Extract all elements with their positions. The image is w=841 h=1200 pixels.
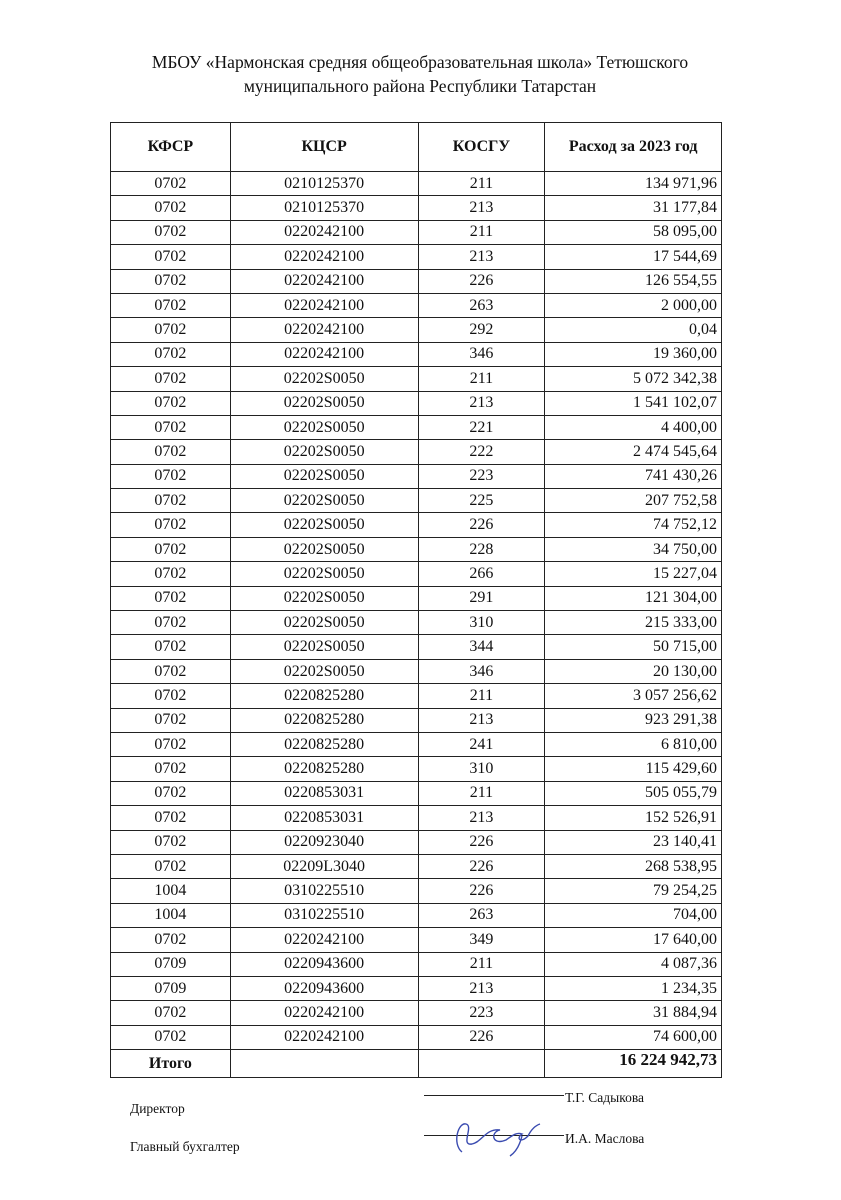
director-signature-line [424, 1095, 564, 1096]
cell-kcsr: 0220853031 [230, 781, 418, 805]
cell-expense: 268 538,95 [545, 854, 722, 878]
cell-kcsr: 0220242100 [230, 342, 418, 366]
cell-expense: 31 177,84 [545, 196, 722, 220]
cell-expense: 4 400,00 [545, 415, 722, 439]
cell-expense: 15 227,04 [545, 562, 722, 586]
table-row [111, 172, 722, 196]
cell-kfsr: 0702 [111, 196, 231, 220]
cell-kcsr: 0310225510 [230, 903, 418, 927]
table-row [111, 830, 722, 854]
cell-kosgu: 226 [418, 513, 545, 537]
table-row [111, 757, 722, 781]
cell-kcsr: 0210125370 [230, 172, 418, 196]
table-row [111, 635, 722, 659]
cell-kcsr: 0220242100 [230, 293, 418, 317]
table-row [111, 1001, 722, 1025]
cell-expense: 31 884,94 [545, 1001, 722, 1025]
cell-kcsr: 02202S0050 [230, 415, 418, 439]
cell-kcsr: 02202S0050 [230, 367, 418, 391]
table-row [111, 684, 722, 708]
cell-expense: 74 600,00 [545, 1025, 722, 1049]
cell-kfsr: 0702 [111, 293, 231, 317]
cell-kosgu: 222 [418, 440, 545, 464]
cell-expense: 6 810,00 [545, 732, 722, 756]
cell-kfsr: 0702 [111, 732, 231, 756]
cell-kfsr: 0702 [111, 830, 231, 854]
cell-expense: 152 526,91 [545, 806, 722, 830]
cell-kosgu: 213 [418, 976, 545, 1000]
cell-kfsr: 0702 [111, 220, 231, 244]
table-row [111, 513, 722, 537]
cell-kosgu: 213 [418, 391, 545, 415]
expense-table [110, 122, 722, 1078]
cell-kosgu: 211 [418, 172, 545, 196]
cell-expense: 20 130,00 [545, 659, 722, 683]
cell-kcsr: 02202S0050 [230, 611, 418, 635]
cell-kcsr: 0220242100 [230, 269, 418, 293]
cell-kosgu: 211 [418, 220, 545, 244]
table-row [111, 976, 722, 1000]
table-row [111, 659, 722, 683]
cell-kosgu: 211 [418, 684, 545, 708]
cell-kcsr: 0220825280 [230, 708, 418, 732]
director-title: Директор [130, 1101, 185, 1116]
cell-kcsr: 0220242100 [230, 1001, 418, 1025]
cell-kcsr: 0220242100 [230, 318, 418, 342]
cell-kfsr: 0702 [111, 342, 231, 366]
cell-kcsr: 0220242100 [230, 1025, 418, 1049]
cell-kfsr: 0702 [111, 635, 231, 659]
cell-kcsr: 02202S0050 [230, 513, 418, 537]
cell-kosgu: 310 [418, 757, 545, 781]
cell-kfsr: 1004 [111, 903, 231, 927]
cell-kcsr: 02202S0050 [230, 635, 418, 659]
cell-kcsr: 02202S0050 [230, 464, 418, 488]
cell-expense: 5 072 342,38 [545, 367, 722, 391]
cell-kfsr: 0702 [111, 586, 231, 610]
table-row [111, 318, 722, 342]
cell-expense: 2 000,00 [545, 293, 722, 317]
cell-kosgu: 213 [418, 196, 545, 220]
cell-kcsr: 0310225510 [230, 879, 418, 903]
cell-kosgu: 226 [418, 269, 545, 293]
cell-kfsr: 0702 [111, 1001, 231, 1025]
title-line-2: муниципального района Республики Татарстан [243, 76, 597, 96]
cell-kosgu: 292 [418, 318, 545, 342]
cell-kosgu: 226 [418, 1025, 545, 1049]
accountant-name: И.А. Маслова [565, 1131, 645, 1146]
column-header-kosgu: КОСГУ [418, 123, 545, 172]
table-row [111, 708, 722, 732]
total-empty-cell [418, 1050, 545, 1078]
cell-kosgu: 263 [418, 903, 545, 927]
cell-kfsr: 0702 [111, 562, 231, 586]
cell-expense: 1 234,35 [545, 976, 722, 1000]
cell-kcsr: 0220825280 [230, 684, 418, 708]
cell-kcsr: 0220825280 [230, 732, 418, 756]
cell-expense: 74 752,12 [545, 513, 722, 537]
cell-kcsr: 0220242100 [230, 220, 418, 244]
cell-kosgu: 346 [418, 659, 545, 683]
cell-kosgu: 266 [418, 562, 545, 586]
cell-kosgu: 310 [418, 611, 545, 635]
cell-kfsr: 0702 [111, 684, 231, 708]
cell-expense: 115 429,60 [545, 757, 722, 781]
cell-expense: 2 474 545,64 [545, 440, 722, 464]
cell-kosgu: 226 [418, 830, 545, 854]
cell-kcsr: 02202S0050 [230, 391, 418, 415]
cell-kfsr: 0702 [111, 781, 231, 805]
cell-kcsr: 02209L3040 [230, 854, 418, 878]
cell-expense: 17 640,00 [545, 928, 722, 952]
table-row [111, 732, 722, 756]
table-row [111, 440, 722, 464]
cell-kosgu: 228 [418, 537, 545, 561]
table-row [111, 391, 722, 415]
cell-kosgu: 226 [418, 854, 545, 878]
cell-kcsr: 0220242100 [230, 928, 418, 952]
cell-kfsr: 1004 [111, 879, 231, 903]
cell-kfsr: 0702 [111, 489, 231, 513]
cell-kfsr: 0702 [111, 269, 231, 293]
column-header-expense: Расход за 2023 год [545, 123, 722, 172]
cell-kfsr: 0702 [111, 928, 231, 952]
table-row [111, 879, 722, 903]
cell-expense: 50 715,00 [545, 635, 722, 659]
cell-expense: 207 752,58 [545, 489, 722, 513]
document-title [100, 50, 740, 98]
cell-kosgu: 226 [418, 879, 545, 903]
cell-expense: 741 430,26 [545, 464, 722, 488]
cell-kfsr: 0702 [111, 245, 231, 269]
table-row [111, 415, 722, 439]
column-header-kcsr: КЦСР [230, 123, 418, 172]
cell-expense: 923 291,38 [545, 708, 722, 732]
cell-expense: 3 057 256,62 [545, 684, 722, 708]
cell-kosgu: 211 [418, 781, 545, 805]
cell-kcsr: 0220825280 [230, 757, 418, 781]
table-row [111, 489, 722, 513]
total-label: Итого [111, 1050, 231, 1078]
cell-kcsr: 02202S0050 [230, 562, 418, 586]
cell-kfsr: 0702 [111, 464, 231, 488]
cell-kosgu: 291 [418, 586, 545, 610]
table-row [111, 928, 722, 952]
cell-kcsr: 02202S0050 [230, 489, 418, 513]
cell-kcsr: 0220943600 [230, 952, 418, 976]
table-row [111, 342, 722, 366]
cell-kcsr: 0220943600 [230, 976, 418, 1000]
table-row [111, 952, 722, 976]
table-row [111, 781, 722, 805]
cell-kfsr: 0702 [111, 172, 231, 196]
cell-expense: 215 333,00 [545, 611, 722, 635]
handwritten-signature [450, 1118, 550, 1158]
cell-kosgu: 344 [418, 635, 545, 659]
table-row [111, 269, 722, 293]
cell-kosgu: 213 [418, 245, 545, 269]
table-row [111, 854, 722, 878]
cell-kosgu: 241 [418, 732, 545, 756]
cell-kfsr: 0702 [111, 659, 231, 683]
total-empty-cell [230, 1050, 418, 1078]
total-value: 16 224 942,73 [545, 1050, 722, 1078]
cell-kfsr: 0702 [111, 513, 231, 537]
table-row [111, 1025, 722, 1049]
table-row [111, 464, 722, 488]
cell-kosgu: 211 [418, 367, 545, 391]
cell-kfsr: 0702 [111, 611, 231, 635]
cell-kcsr: 02202S0050 [230, 537, 418, 561]
table-row [111, 537, 722, 561]
cell-expense: 0,04 [545, 318, 722, 342]
cell-expense: 4 087,36 [545, 952, 722, 976]
cell-kosgu: 263 [418, 293, 545, 317]
cell-kosgu: 223 [418, 1001, 545, 1025]
cell-kfsr: 0702 [111, 415, 231, 439]
cell-kosgu: 213 [418, 806, 545, 830]
cell-expense: 79 254,25 [545, 879, 722, 903]
cell-kcsr: 02202S0050 [230, 659, 418, 683]
table-row [111, 293, 722, 317]
table-row [111, 586, 722, 610]
cell-expense: 126 554,55 [545, 269, 722, 293]
cell-kfsr: 0702 [111, 854, 231, 878]
cell-kfsr: 0709 [111, 976, 231, 1000]
cell-kosgu: 223 [418, 464, 545, 488]
cell-kfsr: 0702 [111, 757, 231, 781]
cell-kcsr: 0210125370 [230, 196, 418, 220]
cell-kosgu: 225 [418, 489, 545, 513]
table-row [111, 806, 722, 830]
cell-kosgu: 211 [418, 952, 545, 976]
cell-expense: 505 055,79 [545, 781, 722, 805]
table-header-row [111, 123, 722, 172]
cell-expense: 34 750,00 [545, 537, 722, 561]
table-row [111, 367, 722, 391]
cell-kosgu: 213 [418, 708, 545, 732]
cell-expense: 23 140,41 [545, 830, 722, 854]
table-row [111, 562, 722, 586]
cell-expense: 19 360,00 [545, 342, 722, 366]
cell-expense: 58 095,00 [545, 220, 722, 244]
title-line-1: МБОУ «Нармонская средняя общеобразовательная школа» Тетюшского [151, 52, 689, 72]
cell-kfsr: 0702 [111, 708, 231, 732]
cell-kfsr: 0709 [111, 952, 231, 976]
director-name: Т.Г. Садыкова [565, 1090, 645, 1105]
cell-kcsr: 0220242100 [230, 245, 418, 269]
cell-kcsr: 0220853031 [230, 806, 418, 830]
total-row [111, 1050, 722, 1078]
cell-kfsr: 0702 [111, 537, 231, 561]
cell-expense: 121 304,00 [545, 586, 722, 610]
table-row [111, 903, 722, 927]
cell-kcsr: 0220923040 [230, 830, 418, 854]
cell-kfsr: 0702 [111, 391, 231, 415]
cell-expense: 1 541 102,07 [545, 391, 722, 415]
table-row [111, 245, 722, 269]
cell-kosgu: 346 [418, 342, 545, 366]
cell-expense: 17 544,69 [545, 245, 722, 269]
cell-kfsr: 0702 [111, 440, 231, 464]
cell-expense: 704,00 [545, 903, 722, 927]
table-row [111, 220, 722, 244]
cell-kosgu: 221 [418, 415, 545, 439]
cell-kcsr: 02202S0050 [230, 586, 418, 610]
table-row [111, 196, 722, 220]
column-header-kfsr: КФСР [111, 123, 231, 172]
cell-kosgu: 349 [418, 928, 545, 952]
cell-kcsr: 02202S0050 [230, 440, 418, 464]
cell-kfsr: 0702 [111, 1025, 231, 1049]
cell-kfsr: 0702 [111, 367, 231, 391]
cell-expense: 134 971,96 [545, 172, 722, 196]
accountant-title: Главный бухгалтер [130, 1139, 240, 1154]
table-row [111, 611, 722, 635]
cell-kfsr: 0702 [111, 318, 231, 342]
cell-kfsr: 0702 [111, 806, 231, 830]
